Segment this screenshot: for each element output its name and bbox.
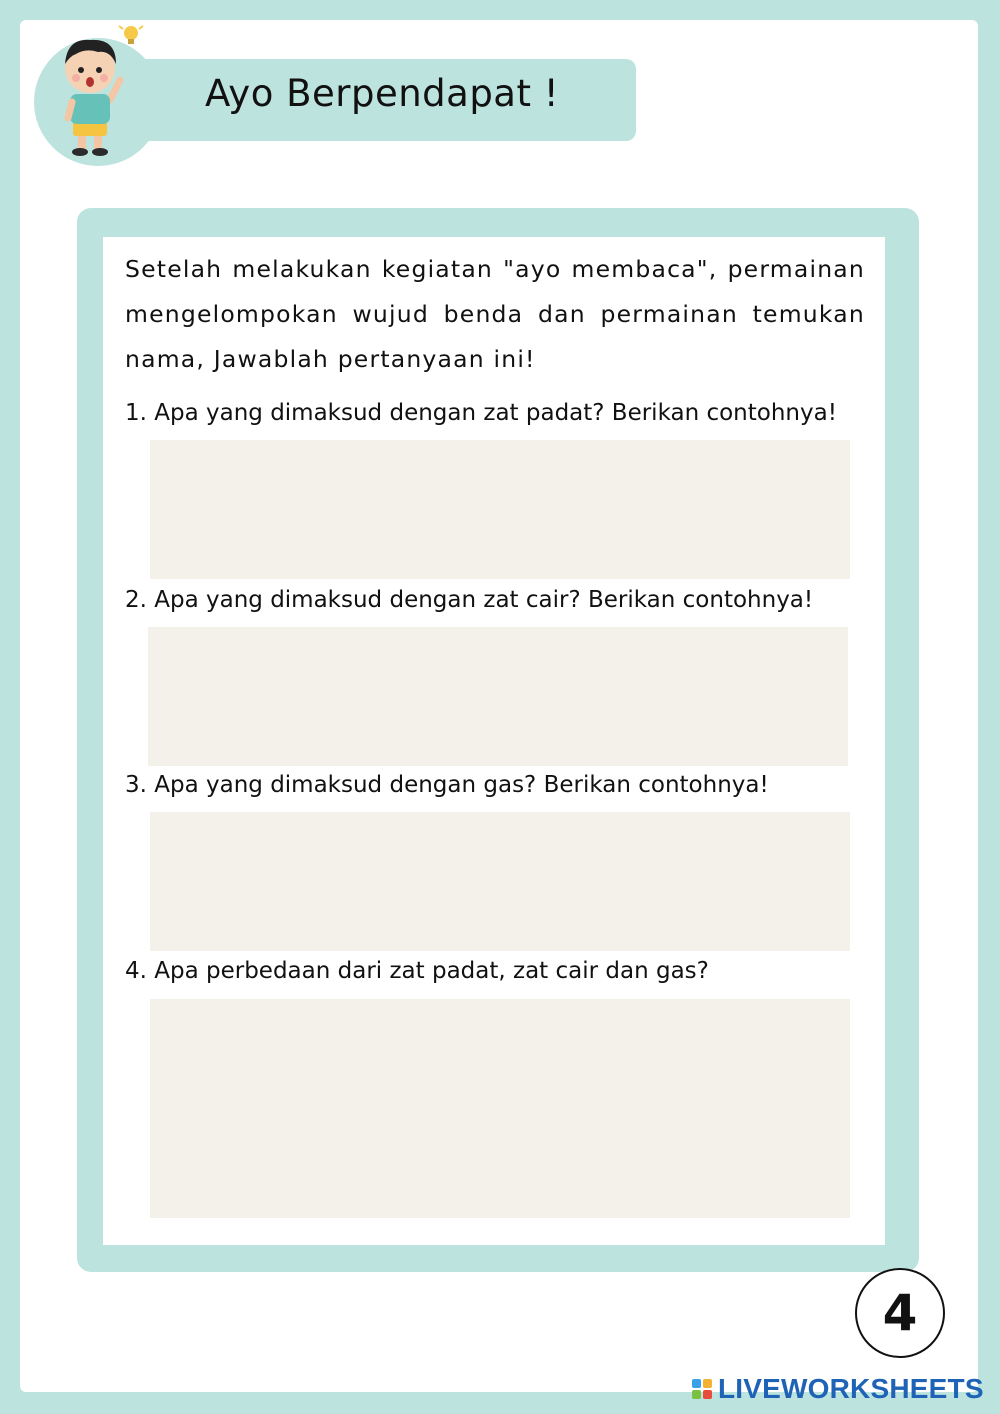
kid-with-lightbulb-icon: [40, 20, 160, 160]
answer-field-3[interactable]: [150, 812, 850, 951]
answer-field-4[interactable]: [150, 999, 850, 1218]
page-number: 4: [882, 1284, 918, 1342]
liveworksheets-brand[interactable]: [692, 1372, 984, 1406]
question-4: 4. Apa perbedaan dari zat padat, zat cair dan gas?: [125, 958, 709, 984]
question-2: 2. Apa yang dimaksud dengan zat cair? Berikan contohnya!: [125, 587, 814, 613]
brand-name: LIVEWORKSHEETS: [718, 1373, 984, 1404]
page-number-badge: [855, 1268, 945, 1358]
question-3: 3. Apa yang dimaksud dengan gas? Berikan contohnya!: [125, 772, 769, 798]
answer-field-2[interactable]: [148, 627, 848, 766]
page-title: Ayo Berpendapat !: [205, 72, 560, 115]
liveworksheets-logo-icon: [692, 1379, 712, 1399]
instructions-text: Setelah melakukan kegiatan "ayo membaca", permainan mengelompokan wujud benda dan permainan temukan nama, Jawablah pertanyaan ini!: [125, 255, 865, 373]
answer-field-1[interactable]: [150, 440, 850, 579]
question-1: 1. Apa yang dimaksud dengan zat padat? Berikan contohnya!: [125, 400, 837, 426]
